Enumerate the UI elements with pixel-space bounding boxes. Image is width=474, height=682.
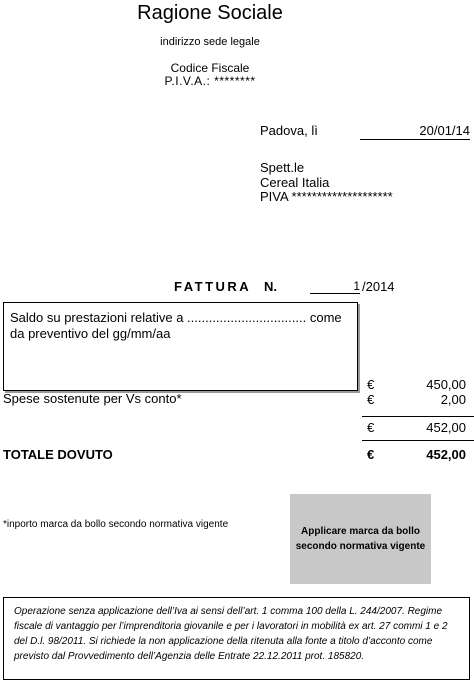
- currency-symbol: €: [367, 377, 375, 392]
- place-label: Padova, lì: [260, 123, 318, 138]
- stamp-placeholder-box: [290, 494, 431, 584]
- expenses-amount: 2,00: [440, 392, 466, 407]
- fiscal-code: Codice Fiscale: [170, 61, 250, 75]
- invoice-number: 1: [310, 279, 360, 294]
- legal-note-text: Operazione senza applicazione dell’Iva ai sensi dell’art. 1 comma 100 della L. 244/2007. Regime fiscale di vantaggio per l’imprenditoria giovanile e per i lavoratori in mobilità ex art. 27 commi 1 e 2 del D.l. 98/2011. Si richiede la non applicazione della ritenuta alla fonte a titolo d’acconto come previsto dal Provvedimento dell’Agenzia delle Entrate 22.12.2011 prot. 185820.: [14, 606, 448, 662]
- stamp-placeholder-text: Applicare marca da bollo secondo normativa vigente: [295, 526, 426, 552]
- service-description: Saldo su prestazioni relative a ................................. come da preventivo del gg/mm/aa: [10, 310, 342, 341]
- services-amount: 450,00: [426, 377, 466, 392]
- invoice-number-label: N.: [264, 279, 277, 294]
- company-address: indirizzo sede legale: [160, 36, 260, 48]
- currency-symbol: €: [367, 420, 375, 435]
- recipient-name: Cereal Italia: [260, 175, 330, 190]
- expenses-label: Spese sostenute per Vs conto*: [3, 391, 182, 406]
- subtotal-divider: [362, 416, 474, 417]
- company-vat: P.I.V.A.: ********: [164, 74, 256, 88]
- total-label: TOTALE DOVUTO: [3, 447, 113, 462]
- invoice-title: FATTURA: [174, 279, 252, 294]
- company-name: Ragione Sociale: [137, 2, 283, 24]
- subtotal-amount: 452,00: [426, 420, 466, 435]
- currency-symbol: €: [367, 447, 375, 462]
- recipient-vat: PIVA ********************: [260, 189, 393, 204]
- stamp-duty-note: *inporto marca da bollo secondo normativa vigente: [3, 519, 229, 530]
- total-amount: 452,00: [426, 447, 466, 462]
- total-divider: [362, 440, 474, 441]
- recipient-salutation: Spett.le: [260, 160, 305, 175]
- invoice-year: /2014: [362, 279, 395, 294]
- invoice-date: 20/01/14: [360, 123, 470, 140]
- currency-symbol: €: [367, 392, 375, 407]
